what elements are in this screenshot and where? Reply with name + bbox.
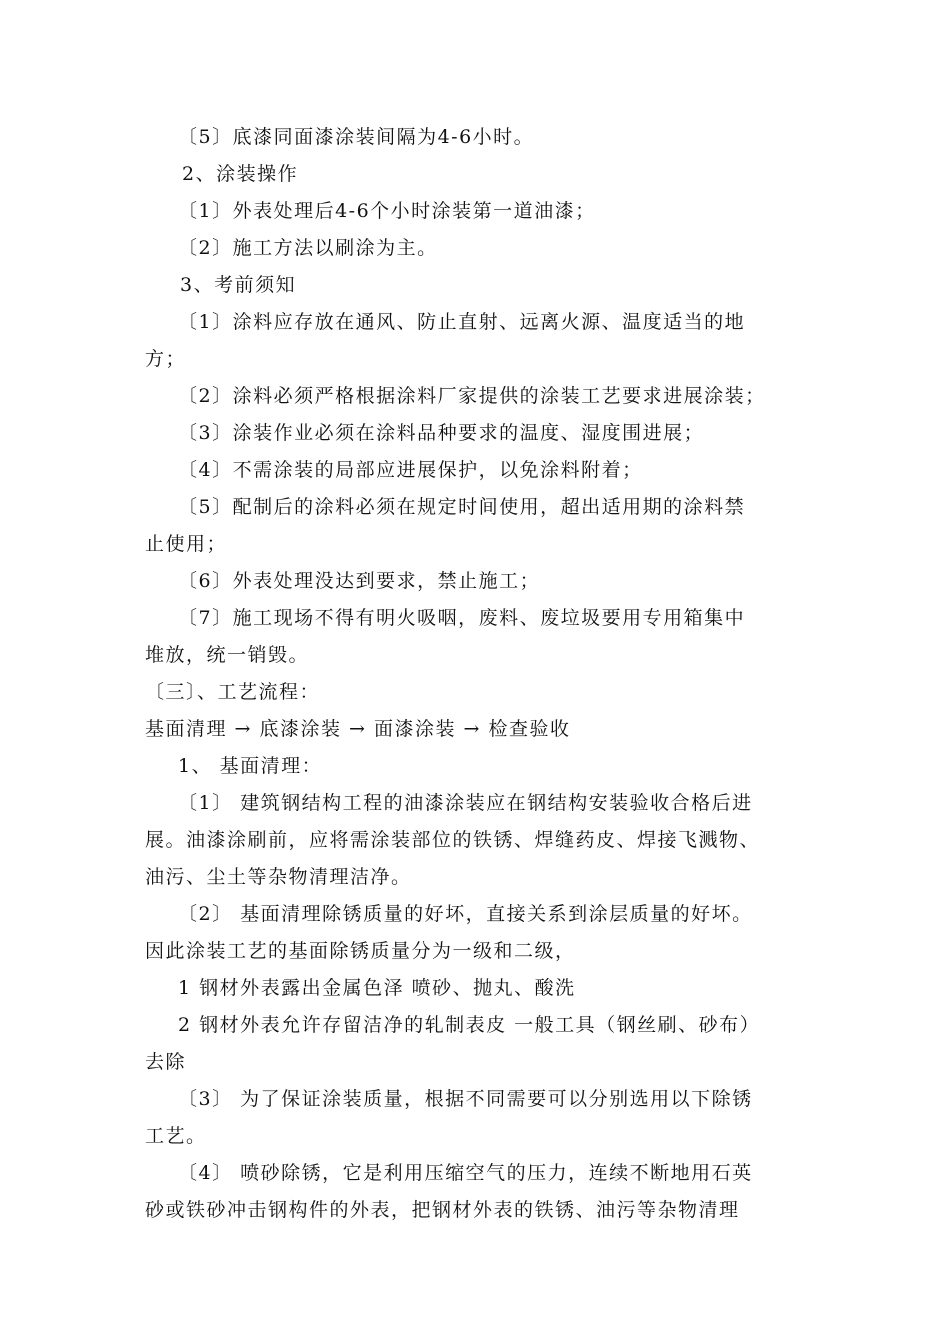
text-line: 〔2〕 基面清理除锈质量的好坏，直接关系到涂层质量的好坏。 (178, 903, 753, 925)
text-line: 堆放，统一销毁。 (145, 644, 310, 666)
text-line: 〔4〕不需涂装的局部应进展保护，以免涂料附着； (178, 459, 643, 481)
text-line: 油污、尘土等杂物清理洁净。 (145, 866, 412, 888)
text-line: 止使用； (145, 533, 228, 555)
text-line: 方； (145, 348, 187, 370)
text-line: 〔2〕涂料必须严格根据涂料厂家提供的涂装工艺要求进展涂装； (178, 385, 766, 407)
text-line: 因此涂装工艺的基面除锈质量分为一级和二级， (145, 940, 576, 962)
text-line: 〔3〕 为了保证涂装质量，根据不同需要可以分别选用以下除锈 (178, 1088, 753, 1110)
section-heading: 〔三〕、工艺流程： (145, 681, 321, 703)
text-line: 〔6〕外表处理没达到要求，禁止施工； (178, 570, 541, 592)
text-line: 1、 基面清理： (178, 755, 323, 777)
text-line: 2 钢材外表允许存留洁净的轧制表皮 一般工具（钢丝刷、砂布） (178, 1014, 761, 1036)
text-line: 〔3〕涂装作业必须在涂料品种要求的温度、湿度围进展； (178, 422, 705, 444)
text-line: 去除 (145, 1051, 187, 1073)
text-line: 工艺。 (145, 1125, 207, 1147)
text-line: 〔4〕 喷砂除锈，它是利用压缩空气的压力，连续不断地用石英 (178, 1162, 753, 1184)
process-flow: 基面清理 → 底漆涂装 → 面漆涂装 → 检查验收 (145, 718, 571, 740)
text-line: 〔2〕施工方法以刷涂为主。 (178, 237, 438, 259)
text-line: 〔1〕外表处理后4-6个小时涂装第一道油漆； (178, 200, 596, 222)
text-line: 展。油漆涂刷前，应将需涂装部位的铁锈、焊缝药皮、焊接飞溅物、 (145, 829, 761, 851)
text-line: 〔5〕底漆同面漆涂装间隔为4-6小时。 (178, 126, 535, 148)
text-line: 1 钢材外表露出金属色泽 喷砂、抛丸、酸洗 (178, 977, 576, 999)
text-line: 〔5〕配制后的涂料必须在规定时间使用，超出适用期的涂料禁 (178, 496, 746, 518)
text-line: 2、涂装操作 (182, 163, 299, 185)
text-line: 〔1〕涂料应存放在通风、防止直射、远离火源、温度适当的地 (178, 311, 746, 333)
text-line: 3、考前须知 (180, 274, 297, 296)
text-line: 砂或铁砂冲击钢构件的外表，把钢材外表的铁锈、油污等杂物清理 (145, 1199, 740, 1221)
text-line: 〔1〕 建筑钢结构工程的油漆涂装应在钢结构安装验收合格后进 (178, 792, 753, 814)
text-line: 〔7〕施工现场不得有明火吸咽，废料、废垃圾要用专用箱集中 (178, 607, 746, 629)
